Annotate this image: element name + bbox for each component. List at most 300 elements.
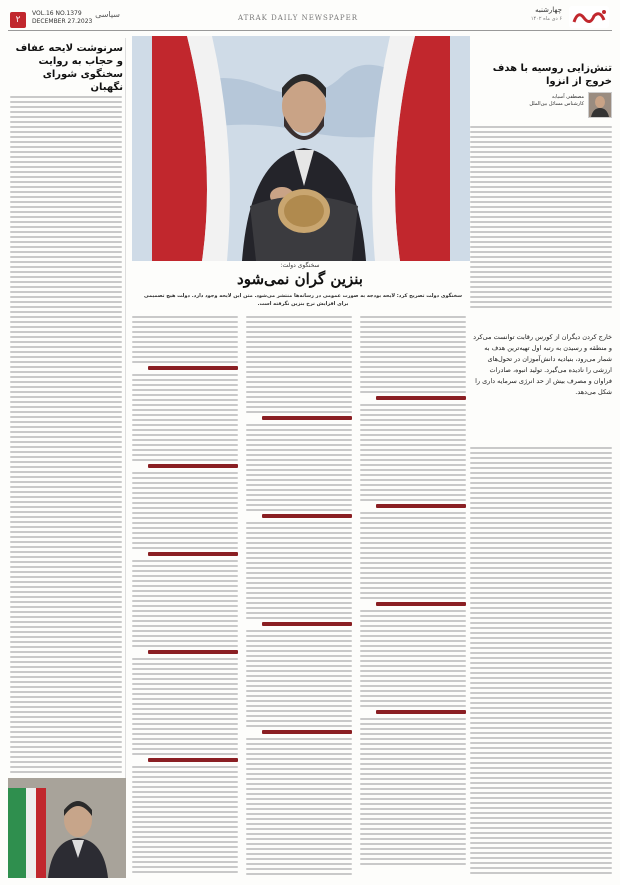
text-line bbox=[132, 419, 238, 421]
text-line bbox=[132, 673, 238, 675]
text-line bbox=[132, 781, 238, 783]
text-line bbox=[132, 331, 238, 333]
text-line bbox=[246, 645, 352, 647]
text-line bbox=[246, 406, 352, 408]
subheading-line bbox=[148, 366, 238, 370]
text-line bbox=[360, 552, 466, 554]
text-line bbox=[470, 687, 612, 689]
text-line bbox=[360, 366, 466, 368]
text-line bbox=[132, 585, 238, 587]
text-line bbox=[246, 602, 352, 604]
text-line bbox=[10, 391, 122, 393]
text-line bbox=[360, 376, 466, 378]
text-line bbox=[360, 738, 466, 740]
text-line bbox=[10, 96, 122, 98]
text-line bbox=[132, 600, 238, 602]
text-line bbox=[470, 462, 612, 464]
text-line bbox=[246, 356, 352, 358]
text-line bbox=[360, 813, 466, 815]
text-line bbox=[10, 636, 122, 638]
text-line bbox=[470, 857, 612, 859]
text-line bbox=[470, 587, 612, 589]
subheading-line bbox=[376, 602, 466, 606]
text-line bbox=[470, 487, 612, 489]
text-line bbox=[470, 592, 612, 594]
text-line bbox=[132, 738, 238, 740]
text-line bbox=[10, 501, 122, 503]
text-line bbox=[470, 712, 612, 714]
text-line bbox=[246, 793, 352, 795]
text-line bbox=[246, 700, 352, 702]
text-line bbox=[10, 711, 122, 713]
text-line bbox=[360, 773, 466, 775]
text-line bbox=[10, 371, 122, 373]
text-line bbox=[470, 722, 612, 724]
text-line bbox=[10, 316, 122, 318]
text-line bbox=[360, 577, 466, 579]
author-role: کارشناس مسائل بین‌الملل bbox=[529, 101, 584, 107]
text-line bbox=[470, 692, 612, 694]
text-line bbox=[132, 341, 238, 343]
text-line bbox=[360, 371, 466, 373]
text-line bbox=[470, 627, 612, 629]
text-line bbox=[10, 591, 122, 593]
subheading-line bbox=[148, 552, 238, 556]
feature-body-column-2 bbox=[246, 316, 352, 876]
text-line bbox=[246, 537, 352, 539]
text-line bbox=[132, 806, 238, 808]
english-date: DECEMBER 27.2023 bbox=[32, 18, 93, 25]
text-line bbox=[360, 587, 466, 589]
text-line bbox=[470, 652, 612, 654]
text-line bbox=[132, 831, 238, 833]
text-line bbox=[360, 733, 466, 735]
text-line bbox=[470, 196, 612, 198]
text-line bbox=[360, 625, 466, 627]
text-line bbox=[10, 531, 122, 533]
text-line bbox=[10, 596, 122, 598]
text-line bbox=[360, 610, 466, 612]
subheading-line bbox=[262, 416, 352, 420]
text-line bbox=[360, 818, 466, 820]
subheading-line bbox=[262, 514, 352, 518]
text-line bbox=[360, 429, 466, 431]
text-line bbox=[10, 361, 122, 363]
text-line bbox=[10, 271, 122, 273]
text-line bbox=[10, 546, 122, 548]
text-line bbox=[246, 474, 352, 476]
text-line bbox=[132, 728, 238, 730]
author-name: مصطفی آسیابه bbox=[551, 94, 584, 100]
text-line bbox=[470, 567, 612, 569]
text-line bbox=[132, 512, 238, 514]
text-line bbox=[132, 816, 238, 818]
text-line bbox=[10, 136, 122, 138]
text-line bbox=[470, 216, 612, 218]
text-line bbox=[360, 464, 466, 466]
text-line bbox=[246, 743, 352, 745]
text-line bbox=[246, 680, 352, 682]
text-line bbox=[246, 848, 352, 850]
text-line bbox=[470, 191, 612, 193]
text-line bbox=[246, 361, 352, 363]
text-line bbox=[132, 713, 238, 715]
text-line bbox=[470, 577, 612, 579]
text-line bbox=[10, 766, 122, 768]
text-line bbox=[360, 718, 466, 720]
subheading-line bbox=[148, 758, 238, 762]
text-line bbox=[10, 581, 122, 583]
text-line bbox=[360, 572, 466, 574]
text-line bbox=[10, 156, 122, 158]
text-line bbox=[132, 487, 238, 489]
text-line bbox=[470, 662, 612, 664]
text-line bbox=[360, 316, 466, 318]
text-line bbox=[246, 675, 352, 677]
text-line bbox=[360, 695, 466, 697]
text-line bbox=[246, 494, 352, 496]
page-header bbox=[0, 0, 620, 36]
text-line bbox=[132, 811, 238, 813]
text-line bbox=[132, 645, 238, 647]
text-line bbox=[132, 394, 238, 396]
text-line bbox=[132, 389, 238, 391]
text-line bbox=[10, 611, 122, 613]
text-line bbox=[246, 479, 352, 481]
text-line bbox=[10, 181, 122, 183]
text-line bbox=[10, 286, 122, 288]
text-line bbox=[132, 678, 238, 680]
text-line bbox=[10, 541, 122, 543]
text-line bbox=[246, 670, 352, 672]
text-line bbox=[10, 291, 122, 293]
text-line bbox=[470, 762, 612, 764]
feature-photo bbox=[132, 36, 470, 261]
text-line bbox=[246, 823, 352, 825]
text-line bbox=[470, 512, 612, 514]
text-line bbox=[246, 504, 352, 506]
text-line bbox=[360, 522, 466, 524]
text-line bbox=[10, 521, 122, 523]
text-line bbox=[10, 351, 122, 353]
text-line bbox=[360, 542, 466, 544]
text-line bbox=[10, 246, 122, 248]
text-line bbox=[10, 516, 122, 518]
text-line bbox=[246, 612, 352, 614]
text-line bbox=[470, 802, 612, 804]
subheading-line bbox=[376, 396, 466, 400]
text-line bbox=[470, 472, 612, 474]
text-line bbox=[470, 156, 612, 158]
text-line bbox=[360, 469, 466, 471]
text-line bbox=[360, 778, 466, 780]
text-line bbox=[470, 522, 612, 524]
text-line bbox=[360, 748, 466, 750]
text-line bbox=[246, 562, 352, 564]
text-line bbox=[246, 386, 352, 388]
text-line bbox=[10, 221, 122, 223]
text-line bbox=[132, 321, 238, 323]
text-line bbox=[470, 757, 612, 759]
text-line bbox=[132, 796, 238, 798]
text-line bbox=[132, 507, 238, 509]
text-line bbox=[246, 401, 352, 403]
left-article bbox=[8, 38, 126, 878]
atrak-logo bbox=[568, 4, 610, 30]
text-line bbox=[360, 459, 466, 461]
text-line bbox=[470, 251, 612, 253]
text-line bbox=[132, 502, 238, 504]
text-line bbox=[470, 126, 612, 128]
text-line bbox=[470, 231, 612, 233]
text-line bbox=[470, 632, 612, 634]
text-line bbox=[470, 562, 612, 564]
text-line bbox=[470, 827, 612, 829]
text-line bbox=[360, 331, 466, 333]
text-line bbox=[246, 843, 352, 845]
text-line bbox=[10, 451, 122, 453]
text-line bbox=[10, 661, 122, 663]
text-line bbox=[10, 111, 122, 113]
text-line bbox=[470, 166, 612, 168]
text-line bbox=[10, 666, 122, 668]
text-line bbox=[470, 747, 612, 749]
text-line bbox=[10, 736, 122, 738]
text-line bbox=[132, 542, 238, 544]
text-line bbox=[246, 411, 352, 413]
text-line bbox=[470, 817, 612, 819]
text-line bbox=[10, 191, 122, 193]
text-line bbox=[246, 444, 352, 446]
text-line bbox=[10, 446, 122, 448]
text-line bbox=[360, 484, 466, 486]
text-line bbox=[10, 616, 122, 618]
text-line bbox=[360, 356, 466, 358]
text-line bbox=[10, 376, 122, 378]
text-line bbox=[470, 482, 612, 484]
text-line bbox=[246, 582, 352, 584]
text-line bbox=[246, 853, 352, 855]
text-line bbox=[10, 301, 122, 303]
text-line bbox=[470, 221, 612, 223]
text-line bbox=[246, 763, 352, 765]
text-line bbox=[246, 321, 352, 323]
text-line bbox=[10, 496, 122, 498]
text-line bbox=[10, 401, 122, 403]
text-line bbox=[132, 605, 238, 607]
text-line bbox=[246, 788, 352, 790]
author-info bbox=[474, 94, 584, 108]
text-line bbox=[132, 351, 238, 353]
text-line bbox=[10, 231, 122, 233]
text-line bbox=[360, 537, 466, 539]
text-line bbox=[132, 801, 238, 803]
text-line bbox=[10, 601, 122, 603]
text-line bbox=[360, 655, 466, 657]
text-line bbox=[246, 617, 352, 619]
text-line bbox=[360, 567, 466, 569]
text-line bbox=[10, 331, 122, 333]
text-line bbox=[132, 399, 238, 401]
feature-headline: بنزین گران نمی‌شود bbox=[237, 270, 363, 288]
text-line bbox=[360, 700, 466, 702]
text-line bbox=[10, 676, 122, 678]
text-line bbox=[10, 406, 122, 408]
text-line bbox=[246, 499, 352, 501]
text-line bbox=[360, 680, 466, 682]
text-line bbox=[470, 597, 612, 599]
author-avatar bbox=[588, 92, 612, 118]
text-line bbox=[470, 281, 612, 283]
text-line bbox=[132, 580, 238, 582]
text-line bbox=[10, 751, 122, 753]
text-line bbox=[470, 607, 612, 609]
text-line bbox=[132, 748, 238, 750]
text-line bbox=[10, 441, 122, 443]
subheading-line bbox=[376, 504, 466, 508]
text-line bbox=[10, 306, 122, 308]
feature-body-column-1 bbox=[132, 316, 238, 876]
text-line bbox=[360, 615, 466, 617]
text-line bbox=[246, 331, 352, 333]
text-line bbox=[132, 547, 238, 549]
text-line bbox=[470, 492, 612, 494]
spokesman-photo bbox=[8, 778, 126, 878]
text-line bbox=[470, 241, 612, 243]
text-line bbox=[360, 361, 466, 363]
text-line bbox=[360, 444, 466, 446]
text-line bbox=[246, 381, 352, 383]
text-line bbox=[360, 517, 466, 519]
text-line bbox=[246, 316, 352, 318]
text-line bbox=[470, 782, 612, 784]
text-line bbox=[470, 707, 612, 709]
author-block bbox=[470, 92, 612, 118]
text-line bbox=[10, 481, 122, 483]
text-line bbox=[10, 116, 122, 118]
text-line bbox=[10, 566, 122, 568]
text-line bbox=[470, 822, 612, 824]
text-line bbox=[470, 797, 612, 799]
text-line bbox=[246, 858, 352, 860]
subheading-line bbox=[148, 464, 238, 468]
text-line bbox=[246, 547, 352, 549]
text-line bbox=[246, 326, 352, 328]
text-line bbox=[360, 597, 466, 599]
text-line bbox=[10, 366, 122, 368]
text-line bbox=[470, 617, 612, 619]
text-line bbox=[10, 741, 122, 743]
text-line bbox=[132, 379, 238, 381]
text-line bbox=[10, 126, 122, 128]
text-line bbox=[10, 641, 122, 643]
text-line bbox=[10, 526, 122, 528]
text-line bbox=[360, 351, 466, 353]
text-line bbox=[360, 858, 466, 860]
text-line bbox=[246, 720, 352, 722]
text-line bbox=[132, 316, 238, 318]
text-line bbox=[360, 474, 466, 476]
text-line bbox=[470, 842, 612, 844]
text-line bbox=[10, 681, 122, 683]
header-rule bbox=[8, 30, 612, 31]
text-line bbox=[10, 256, 122, 258]
text-line bbox=[10, 261, 122, 263]
text-line bbox=[360, 675, 466, 677]
text-line bbox=[470, 622, 612, 624]
text-line bbox=[470, 852, 612, 854]
text-line bbox=[10, 431, 122, 433]
text-line bbox=[132, 703, 238, 705]
text-line bbox=[246, 655, 352, 657]
text-line bbox=[360, 336, 466, 338]
text-line bbox=[360, 823, 466, 825]
text-line bbox=[360, 494, 466, 496]
text-line bbox=[360, 853, 466, 855]
text-line bbox=[10, 716, 122, 718]
text-line bbox=[10, 146, 122, 148]
text-line bbox=[470, 296, 612, 298]
text-line bbox=[10, 556, 122, 558]
text-line bbox=[10, 691, 122, 693]
text-line bbox=[246, 695, 352, 697]
text-line bbox=[132, 497, 238, 499]
text-line bbox=[246, 715, 352, 717]
text-line bbox=[132, 718, 238, 720]
text-line bbox=[10, 686, 122, 688]
text-line bbox=[470, 457, 612, 459]
text-line bbox=[470, 211, 612, 213]
text-line bbox=[360, 758, 466, 760]
text-line bbox=[360, 670, 466, 672]
text-line bbox=[360, 650, 466, 652]
text-line bbox=[470, 872, 612, 874]
text-line bbox=[10, 186, 122, 188]
text-line bbox=[246, 710, 352, 712]
text-line bbox=[360, 788, 466, 790]
text-line bbox=[246, 705, 352, 707]
text-line bbox=[246, 449, 352, 451]
text-line bbox=[360, 386, 466, 388]
text-line bbox=[10, 151, 122, 153]
text-line bbox=[10, 211, 122, 213]
text-line bbox=[470, 647, 612, 649]
text-line bbox=[132, 346, 238, 348]
text-line bbox=[132, 532, 238, 534]
text-line bbox=[470, 181, 612, 183]
text-line bbox=[132, 590, 238, 592]
text-line bbox=[132, 776, 238, 778]
text-line bbox=[470, 291, 612, 293]
text-line bbox=[360, 557, 466, 559]
text-line bbox=[246, 336, 352, 338]
text-line bbox=[470, 286, 612, 288]
text-line bbox=[10, 276, 122, 278]
text-line bbox=[132, 472, 238, 474]
text-line bbox=[470, 812, 612, 814]
text-line bbox=[10, 561, 122, 563]
text-line bbox=[10, 266, 122, 268]
text-line bbox=[132, 615, 238, 617]
text-line bbox=[132, 374, 238, 376]
text-line bbox=[132, 851, 238, 853]
text-line bbox=[10, 346, 122, 348]
text-line bbox=[246, 650, 352, 652]
feature-lead: سخنگوی دولت تصریح کرد: لایحه بودجه به صورت عمومی در رسانه‌ها منتشر می‌شود. متن این لایحه وجود دارد. دولت هیچ تصمیمی برای افزایش نرخ بنزین نگرفته است. bbox=[143, 293, 463, 307]
text-line bbox=[132, 570, 238, 572]
text-line bbox=[246, 685, 352, 687]
text-line bbox=[246, 522, 352, 524]
